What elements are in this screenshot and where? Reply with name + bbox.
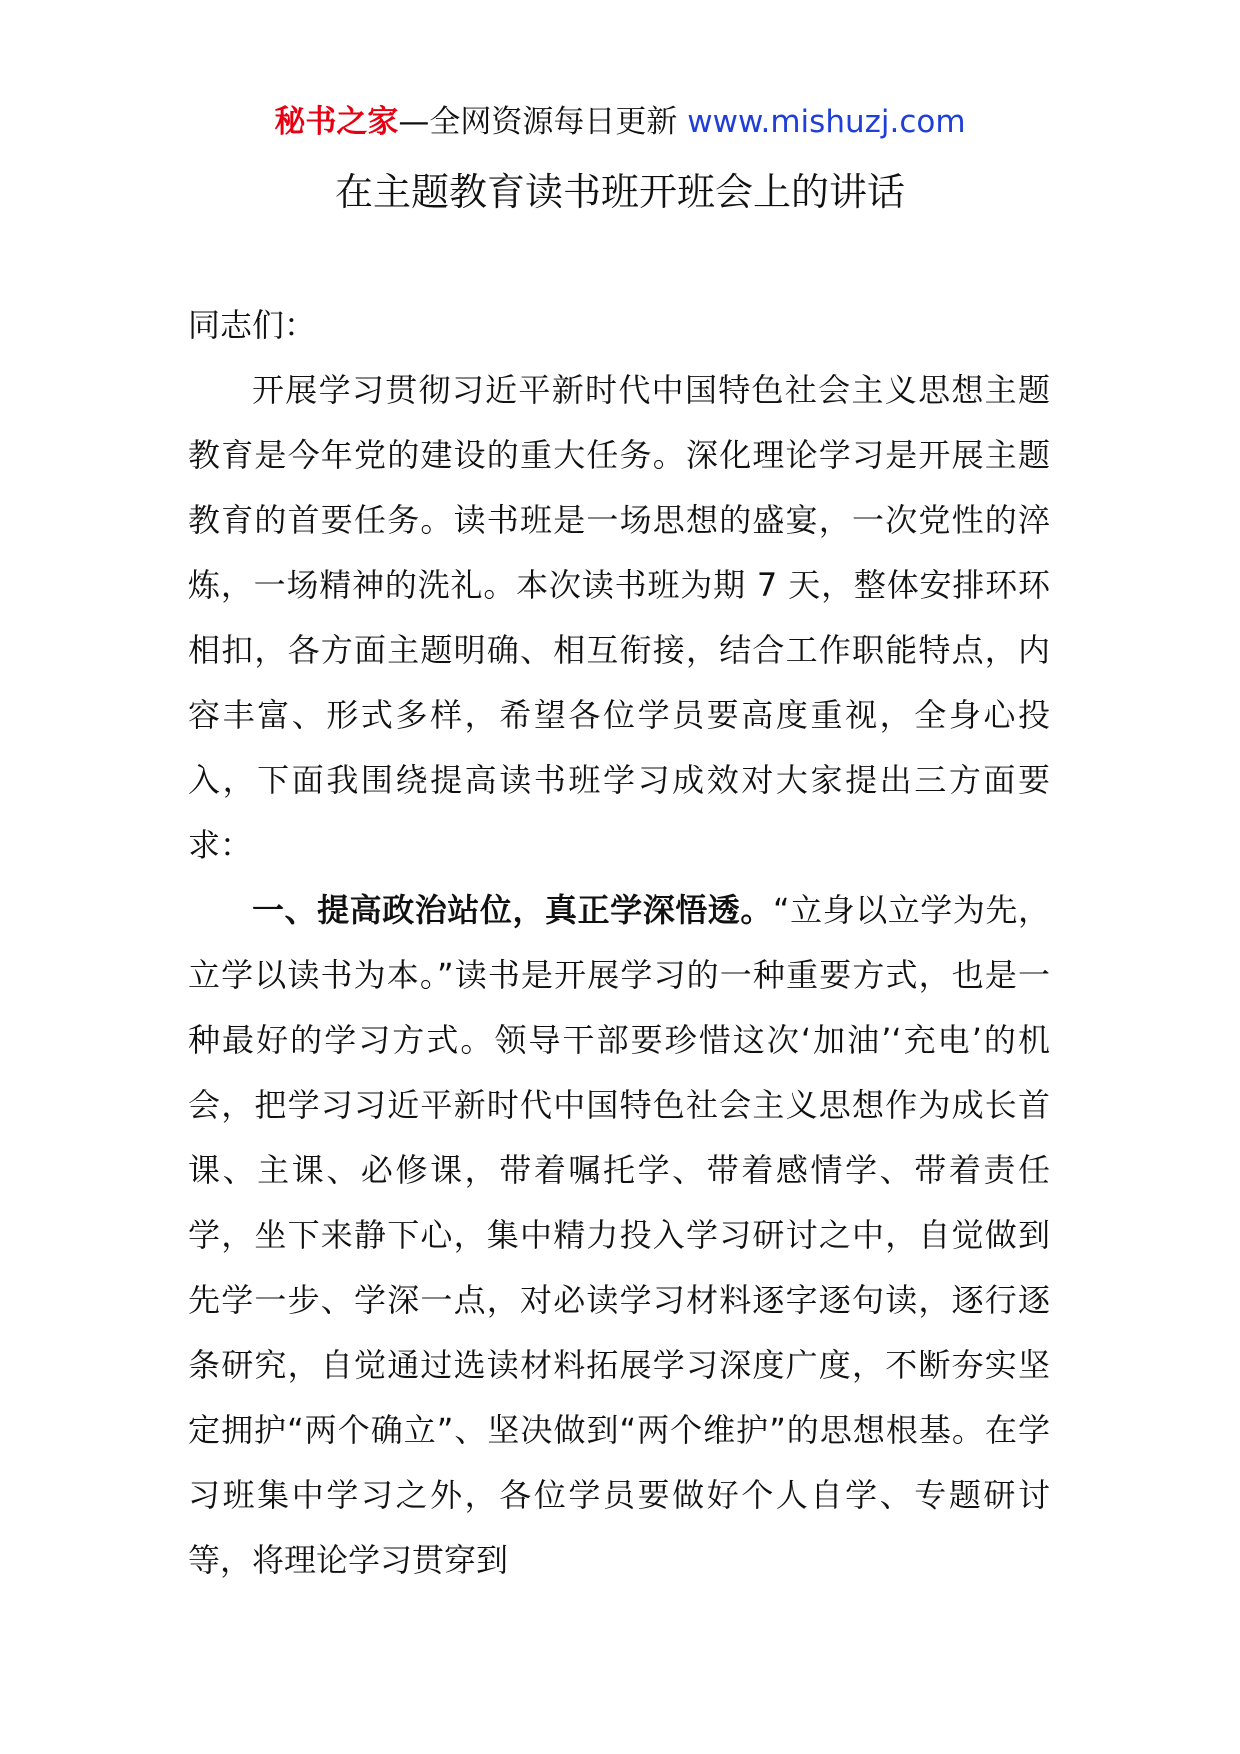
site-header — [0, 100, 1240, 144]
document-title: 在主题教育读书班开班会上的讲话 — [334, 170, 905, 214]
section-1-heading: 一、提高政治站位，真正学深悟透。 — [252, 891, 773, 929]
site-url[interactable]: www.mishuzj.com — [687, 104, 966, 140]
section-1-body: “立身以立学为先，立学以读书为本。”读书是开展学习的一种重要方式，也是一种最好的学习方式。领导干部要珍惜这次‘加油’‘充电’的机会，把学习习近平新时代中国特色社会主义思想作为成长首课、主课、必修课，带着嘱托学、带着感情学、带着责任学，坐下来静下心，集中精力投入学习研讨之中，自觉做到先学一步、学深一点，对必读学习材料逐字逐句读，逐行逐条研究，自觉通过选读材料拓展学习深度广度，不断夯实坚定拥护“两个确立”、坚决做到“两个维护”的思想根基。在学习班集中学习之外，各位学员要做好个人自学、专题研讨等，将理论学习贯穿到 — [188, 891, 1050, 1579]
paragraph-intro: 开展学习贯彻习近平新时代中国特色社会主义思想主题教育是今年党的建设的重大任务。深化理论学习是开展主题教育的首要任务。读书班是一场思想的盛宴，一次党性的淬炼，一场精神的洗礼。本次读书班为期 7 天，整体安排环环相扣，各方面主题明确、相互衔接，结合工作职能特点，内容丰富、形式多样，希望各位学员要高度重视，全身心投入，下面我围绕提高读书班学习成效对大家提出三方面要求： — [188, 371, 1050, 864]
brand-name: 秘书之家 — [274, 104, 399, 140]
salutation: 同志们： — [188, 306, 317, 344]
header-tagline: —全网资源每日更新 — [398, 104, 688, 140]
paragraph-section-1 — [188, 878, 1050, 1593]
document-body — [188, 293, 1050, 1593]
